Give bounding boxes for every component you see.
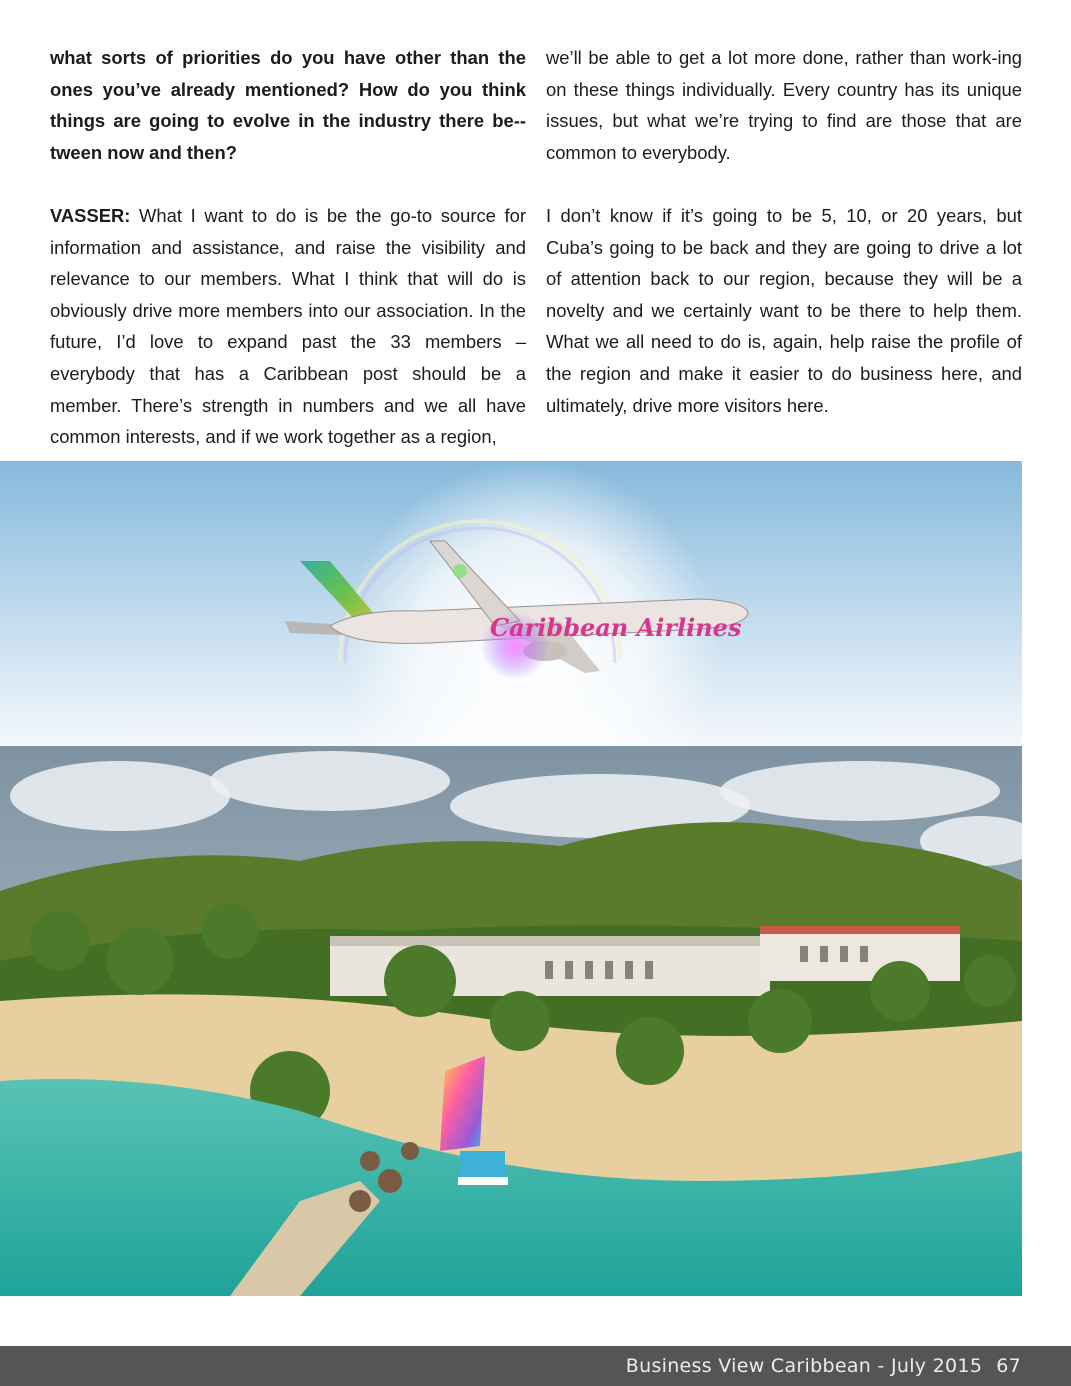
- speaker-label: VASSER:: [50, 204, 131, 226]
- article-column-right: [546, 42, 1022, 453]
- photo-collage: [0, 461, 1022, 1296]
- page-number: 67: [996, 1355, 1021, 1377]
- footer-text: [626, 1355, 1021, 1377]
- publication-name: Business View Caribbean - July 2015: [625, 1355, 983, 1377]
- interview-answer: [50, 200, 526, 453]
- page-footer: [0, 1346, 1071, 1386]
- answer-text: What I want to do is be the go-to source for information and assistance, and raise the visibility and relevance to our members. What I think that will do is obviously drive more members into our association. In the future, I’d love to expand past the 33 members – everybody that has a Caribbean post should be a member. There’s strength in numbers and we all have common interests, and if we work together as a region,: [50, 204, 526, 448]
- article-photo: [0, 461, 1022, 1296]
- answer-paragraph: I don’t know if it’s going to be 5, 10, or 20 years, but Cuba’s going to be back and they are going to drive a lot of attention back to our region, because they will be a novelty and we certainly want to be there to help them. What we all need to do is, again, help raise the profile of the region and make it easier to do business here, and ultimately, drive more visitors here.: [546, 204, 1022, 416]
- interview-question: what sorts of priorities do you have other than the ones you’ve already mentioned? How do you think things are going to evolve in the industry there be-tween now and then?: [50, 47, 526, 163]
- airline-livery-text: Caribbean Airlines: [490, 613, 742, 642]
- answer-continued: we’ll be able to get a lot more done, rather than work-ing on these things individually. Every country has its unique issues, but what we’re trying to find are those that are common to everybody.: [546, 47, 1022, 163]
- beach-resort-panel: [0, 746, 1022, 1296]
- article-column-left: [50, 42, 526, 484]
